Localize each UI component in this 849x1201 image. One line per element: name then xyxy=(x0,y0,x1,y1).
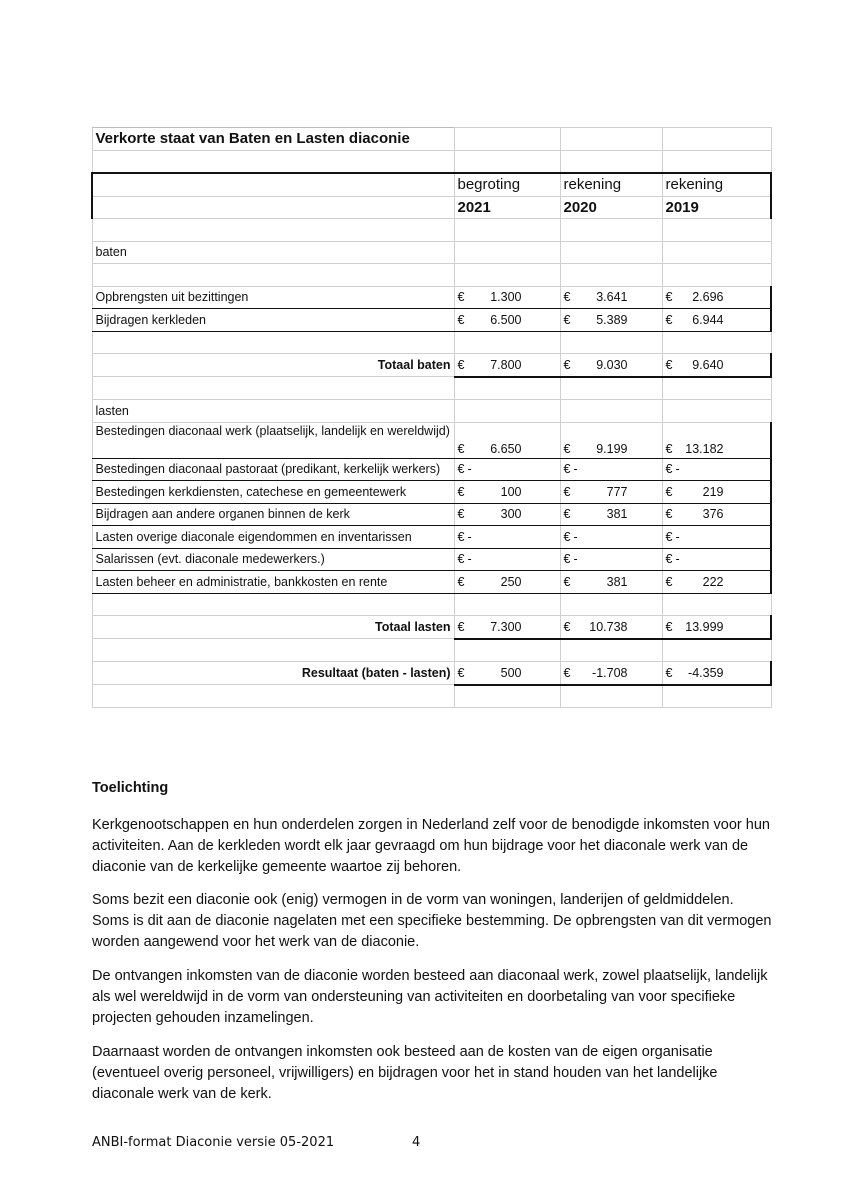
currency-symbol: € xyxy=(665,665,673,680)
currency-symbol: € xyxy=(563,290,571,305)
amount-cell xyxy=(662,616,771,639)
amount-value: 250 xyxy=(500,574,522,589)
amount-cell xyxy=(454,571,560,594)
amount-value: 7.300 xyxy=(490,619,522,634)
table-row xyxy=(92,309,771,332)
total-row xyxy=(92,616,771,639)
currency-symbol: € xyxy=(457,574,465,589)
amount-value: 219 xyxy=(702,484,724,499)
amount-value: - xyxy=(573,462,578,477)
currency-symbol: € xyxy=(563,462,571,477)
amount-value: 381 xyxy=(606,507,628,522)
header-year-2019: 2019 xyxy=(662,196,771,219)
header-rekening-2020: rekening xyxy=(560,173,662,196)
spacer-row xyxy=(92,639,771,662)
spacer-row xyxy=(92,685,771,708)
total-row xyxy=(92,662,771,685)
amount-value: 1.300 xyxy=(490,290,522,305)
currency-symbol: € xyxy=(457,484,465,499)
amount-value: 2.696 xyxy=(692,290,724,305)
amount-cell xyxy=(454,458,560,481)
currency-symbol: € xyxy=(563,529,571,544)
currency-symbol: € xyxy=(457,290,465,305)
amount-value: 6.500 xyxy=(490,312,522,327)
amount-value: - xyxy=(675,462,680,477)
currency-symbol: € xyxy=(665,574,673,589)
spacer-row xyxy=(92,593,771,616)
table-title: Verkorte staat van Baten en Lasten diaconie xyxy=(92,128,454,151)
header-year-2020: 2020 xyxy=(560,196,662,219)
section-label: baten xyxy=(92,241,454,264)
amount-value: - xyxy=(467,529,472,544)
currency-symbol: € xyxy=(665,357,673,372)
explanation-paragraph-1: Kerkgenootschappen en hun onderdelen zorgen in Nederland zelf voor de benodigde inkomsten voor hun activiteiten. Aan de kerkleden wordt elk jaar gevraagd om hun bijdrage voor het diaconale werk van de diaconie van de kerkelijke gemeente waartoe zij behoren. xyxy=(92,817,770,875)
amount-value: - xyxy=(573,529,578,544)
footer-text: ANBI-format Diaconie versie 05-2021 xyxy=(92,1135,335,1150)
amount-cell xyxy=(454,309,560,332)
amount-value: 100 xyxy=(500,484,522,499)
amount-cell xyxy=(560,286,662,309)
amount-cell xyxy=(454,354,560,377)
amount-value: 6.650 xyxy=(490,441,522,456)
currency-symbol: € xyxy=(665,462,673,477)
financial-statement xyxy=(91,127,770,708)
amount-value: 13.182 xyxy=(685,441,724,456)
table-row xyxy=(92,571,771,594)
amount-cell xyxy=(662,503,771,526)
row-label: Opbrengsten uit bezittingen xyxy=(92,286,454,309)
currency-symbol: € xyxy=(665,312,673,327)
amount-value: 777 xyxy=(606,484,628,499)
amount-cell xyxy=(662,662,771,685)
column-header-row xyxy=(92,173,771,196)
explanation-heading: Toelichting xyxy=(92,780,169,796)
currency-symbol: € xyxy=(563,574,571,589)
header-begroting: begroting xyxy=(454,173,560,196)
spacer-row xyxy=(92,264,771,287)
amount-cell xyxy=(662,548,771,571)
amount-cell xyxy=(560,354,662,377)
row-label: Bestedingen diaconaal pastoraat (predikant, kerkelijk werkers) xyxy=(92,458,454,481)
header-year-2021: 2021 xyxy=(454,196,560,219)
table-row xyxy=(92,503,771,526)
currency-symbol: € xyxy=(457,441,465,456)
section-row xyxy=(92,400,771,423)
amount-cell xyxy=(454,616,560,639)
amount-value: 13.999 xyxy=(685,619,724,634)
currency-symbol: € xyxy=(563,441,571,456)
currency-symbol: € xyxy=(457,507,465,522)
amount-cell xyxy=(560,422,662,458)
amount-cell xyxy=(662,286,771,309)
amount-cell xyxy=(662,422,771,458)
currency-symbol: € xyxy=(665,552,673,567)
amount-value: 3.641 xyxy=(596,290,628,305)
amount-cell xyxy=(662,571,771,594)
header-rekening-2019: rekening xyxy=(662,173,771,196)
currency-symbol: € xyxy=(563,619,571,634)
amount-cell xyxy=(662,458,771,481)
row-label: Bestedingen kerkdiensten, catechese en gemeentewerk xyxy=(92,481,454,504)
amount-value: 7.800 xyxy=(490,357,522,372)
table-title-row xyxy=(92,128,771,151)
amount-cell xyxy=(454,503,560,526)
spacer-row xyxy=(92,219,771,242)
row-label: Bestedingen diaconaal werk (plaatselijk, landelijk en wereldwijd) xyxy=(92,422,454,458)
currency-symbol: € xyxy=(665,484,673,499)
amount-cell xyxy=(560,526,662,549)
table-row xyxy=(92,548,771,571)
table-row xyxy=(92,526,771,549)
table-row xyxy=(92,286,771,309)
amount-cell xyxy=(560,571,662,594)
currency-symbol: € xyxy=(563,665,571,680)
currency-symbol: € xyxy=(665,619,673,634)
amount-cell xyxy=(662,354,771,377)
row-label: Lasten overige diaconale eigendommen en inventarissen xyxy=(92,526,454,549)
explanation-paragraph-2: Soms bezit een diaconie ook (enig) vermogen in de vorm van woningen, landerijen of geldmiddelen. Soms is dit aan de diaconie nagelaten met een specifieke bestemming. De opbrengsten van dit vermogen worden aangewend voor het werk van de diaconie. xyxy=(92,892,772,950)
spacer-row xyxy=(92,377,771,400)
table-row xyxy=(92,422,771,458)
total-label: Totaal lasten xyxy=(92,616,454,639)
total-label: Totaal baten xyxy=(92,354,454,377)
amount-value: 376 xyxy=(702,507,724,522)
amount-cell xyxy=(454,286,560,309)
spacer-row xyxy=(92,150,771,173)
amount-cell xyxy=(454,526,560,549)
table-row xyxy=(92,458,771,481)
amount-value: -1.708 xyxy=(592,665,628,680)
currency-symbol: € xyxy=(665,507,673,522)
currency-symbol: € xyxy=(457,665,465,680)
total-label: Resultaat (baten - lasten) xyxy=(92,662,454,685)
amount-value: 9.199 xyxy=(596,441,628,456)
row-label: Salarissen (evt. diaconale medewerkers.) xyxy=(92,548,454,571)
amount-value: 10.738 xyxy=(589,619,628,634)
amount-value: - xyxy=(467,462,472,477)
amount-value: 5.389 xyxy=(596,312,628,327)
column-year-row xyxy=(92,196,771,219)
currency-symbol: € xyxy=(457,357,465,372)
currency-symbol: € xyxy=(665,529,673,544)
explanation-paragraph-4: Daarnaast worden de ontvangen inkomsten ook besteed aan de kosten van de eigen organisatie (eventueel overig personeel, vrijwilligers) en bijdragen voor het in stand houden van het landelijke diaconale werk van de kerk. xyxy=(92,1044,718,1102)
amount-cell xyxy=(662,481,771,504)
amount-cell xyxy=(454,422,560,458)
amount-value: 9.030 xyxy=(596,357,628,372)
currency-symbol: € xyxy=(563,357,571,372)
currency-symbol: € xyxy=(665,441,673,456)
section-label: lasten xyxy=(92,400,454,423)
amount-cell xyxy=(662,309,771,332)
amount-cell xyxy=(662,526,771,549)
amount-cell xyxy=(454,662,560,685)
total-row xyxy=(92,354,771,377)
amount-value: 222 xyxy=(702,574,724,589)
currency-symbol: € xyxy=(563,484,571,499)
row-label: Lasten beheer en administratie, bankkosten en rente xyxy=(92,571,454,594)
amount-cell xyxy=(560,616,662,639)
currency-symbol: € xyxy=(457,312,465,327)
explanation-paragraph-3: De ontvangen inkomsten van de diaconie worden besteed aan diaconaal werk, zowel plaatselijk, landelijk als wel wereldwijd in de vorm van ondersteuning van activiteiten en doorbetaling van voor specifieke projecten gehouden inzamelingen. xyxy=(92,968,768,1026)
page-number: 4 xyxy=(412,1135,421,1150)
amount-cell xyxy=(560,548,662,571)
amount-cell xyxy=(560,662,662,685)
section-row xyxy=(92,241,771,264)
currency-symbol: € xyxy=(563,312,571,327)
amount-value: 381 xyxy=(606,574,628,589)
amount-value: -4.359 xyxy=(688,665,724,680)
amount-cell xyxy=(560,309,662,332)
currency-symbol: € xyxy=(457,552,465,567)
amount-value: 6.944 xyxy=(692,312,724,327)
currency-symbol: € xyxy=(457,529,465,544)
amount-cell xyxy=(560,458,662,481)
amount-value: 9.640 xyxy=(692,357,724,372)
amount-value: 300 xyxy=(500,507,522,522)
amount-value: - xyxy=(573,552,578,567)
amount-cell xyxy=(454,548,560,571)
row-label: Bijdragen kerkleden xyxy=(92,309,454,332)
currency-symbol: € xyxy=(457,619,465,634)
currency-symbol: € xyxy=(563,507,571,522)
table-row xyxy=(92,481,771,504)
amount-value: - xyxy=(467,552,472,567)
amount-cell xyxy=(454,481,560,504)
financial-table xyxy=(91,127,772,708)
amount-value: 500 xyxy=(500,665,522,680)
row-label: Bijdragen aan andere organen binnen de kerk xyxy=(92,503,454,526)
currency-symbol: € xyxy=(563,552,571,567)
currency-symbol: € xyxy=(665,290,673,305)
currency-symbol: € xyxy=(457,462,465,477)
amount-value: - xyxy=(675,529,680,544)
amount-cell xyxy=(560,503,662,526)
amount-value: - xyxy=(675,552,680,567)
amount-cell xyxy=(560,481,662,504)
spacer-row xyxy=(92,331,771,354)
